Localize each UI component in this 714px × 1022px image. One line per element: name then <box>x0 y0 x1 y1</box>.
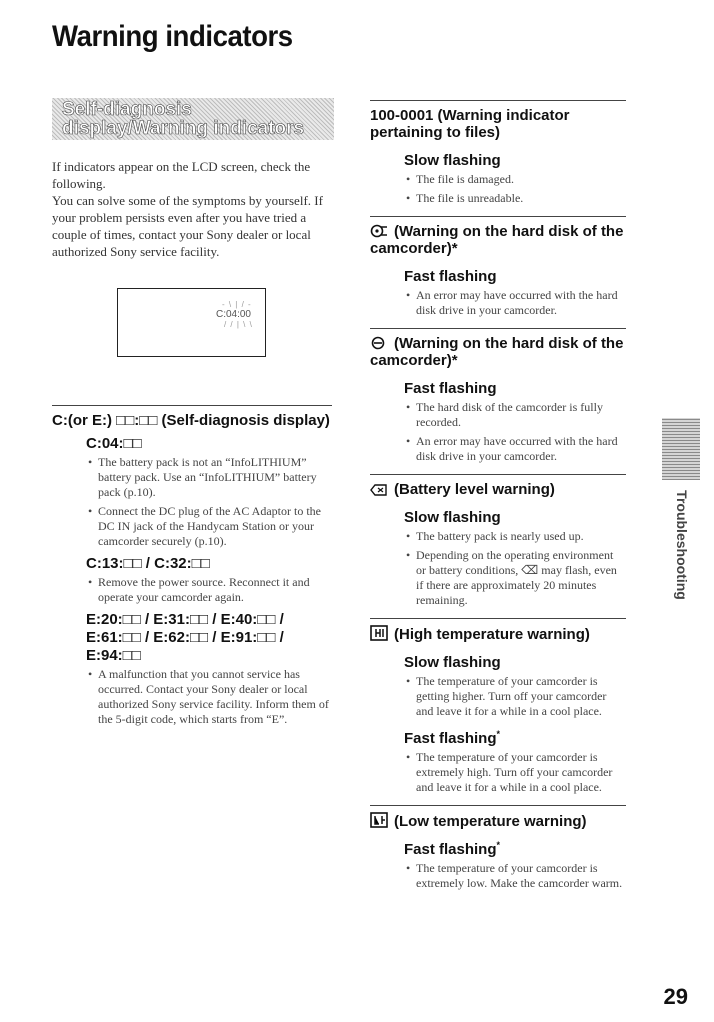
self-diagnosis-title: C:(or E:) □□:□□ (Self-diagnosis display) <box>52 412 330 429</box>
list-item: • An error may have occurred with the hard disk drive in your camcorder. <box>406 434 626 464</box>
section-tab-label: Troubleshooting <box>674 490 690 600</box>
list-item: • The battery pack is nearly used up. <box>406 529 626 544</box>
self-diagnosis-block <box>52 405 332 727</box>
section-title: Self-diagnosis display/Warning indicators <box>62 99 305 139</box>
battery-icon <box>370 484 388 496</box>
warning-block <box>370 474 626 608</box>
code-group <box>52 435 332 549</box>
warning-title: (Low temperature warning) <box>370 812 626 830</box>
low-temp-icon <box>370 812 388 828</box>
flash-rate: Fast flashing <box>404 268 497 285</box>
list-item: • The temperature of your camcorder is extremely low. Make the camcorder warm. <box>406 861 626 891</box>
intro-paragraph: If indicators appear on the LCD screen, check the following. <box>52 159 311 191</box>
warning-block <box>370 618 626 795</box>
warning-block <box>370 805 626 891</box>
warning-block <box>370 216 626 318</box>
list-item: • The file is damaged. <box>406 172 626 187</box>
warning-block <box>370 100 626 206</box>
lcd-screen-illustration <box>117 288 266 357</box>
flash-rate: Slow flashing <box>404 654 501 671</box>
hdd-warning-icon <box>370 224 388 238</box>
flash-rate: Slow flashing <box>404 152 501 169</box>
warning-title: (Battery level warning) <box>370 481 626 498</box>
list-item: • The hard disk of the camcorder is fully recorded. <box>406 400 626 430</box>
warning-title: (Warning on the hard disk of the camcorder)* <box>370 335 624 369</box>
flash-rate: Slow flashing <box>404 509 501 526</box>
error-code: C:13:□□ / C:32:□□ <box>86 555 210 572</box>
error-code: E:20:□□ / E:31:□□ / E:40:□□ / E:61:□□ / E:62:□□ / E:91:□□ / E:94:□□ <box>86 611 284 664</box>
list-item: • The temperature of your camcorder is extremely high. Turn off your camcorder and leave it for a while in a cool place. <box>406 750 626 795</box>
warning-title: 100-0001 (Warning indicator pertaining to files) <box>370 107 570 141</box>
flash-rate: Fast flashing <box>404 380 497 397</box>
left-column <box>52 405 332 737</box>
right-column <box>370 100 626 901</box>
list-item: • The temperature of your camcorder is getting higher. Turn off your camcorder and leave it for a while in a cool place. <box>406 674 626 719</box>
list-item: • An error may have occurred with the hard disk drive in your camcorder. <box>406 288 626 318</box>
warning-block <box>370 328 626 464</box>
flash-rate: Fast flashing* <box>404 729 501 747</box>
code-group <box>52 555 332 605</box>
intro-paragraph: You can solve some of the symptoms by yourself. If your problem persists even after you have tried a couple of times, contact your Sony dealer or local authorized Sony service facility. <box>52 193 323 259</box>
warning-title: (High temperature warning) <box>370 625 626 643</box>
code-group <box>52 611 332 727</box>
error-code: C:04:□□ <box>86 435 142 452</box>
hdd-full-icon <box>370 336 388 350</box>
list-item: • Connect the DC plug of the AC Adaptor to the DC IN jack of the Handycam Station or your camcorder securely (p.10). <box>88 504 332 549</box>
high-temp-icon <box>370 625 388 641</box>
list-item: • The file is unreadable. <box>406 191 626 206</box>
section-banner <box>52 98 334 140</box>
list-item: • Remove the power source. Reconnect it and operate your camcorder again. <box>88 575 332 605</box>
list-item: • Depending on the operating environment or battery conditions, ⌫ may flash, even if there are approximately 20 minutes remaining. <box>406 548 626 608</box>
list-item: • The battery pack is not an “InfoLITHIUM” battery pack. Use an “InfoLITHIUM” battery pack (p.10). <box>88 455 332 500</box>
page-number: 29 <box>663 984 688 1009</box>
list-item: • A malfunction that you cannot service has occurred. Contact your Sony dealer or local authorized Sony service facility. Inform them of the 5-digit code, which starts from “E”. <box>88 667 332 727</box>
flash-rate: Fast flashing* <box>404 840 501 858</box>
section-tab-marker <box>662 418 700 480</box>
lcd-code-readout: - \ | / - C:04:00 / / | \ \ <box>214 309 253 320</box>
intro-text <box>52 158 337 260</box>
warning-title: (Warning on the hard disk of the camcorder)* <box>370 223 624 257</box>
page-title: Warning indicators <box>52 20 293 53</box>
